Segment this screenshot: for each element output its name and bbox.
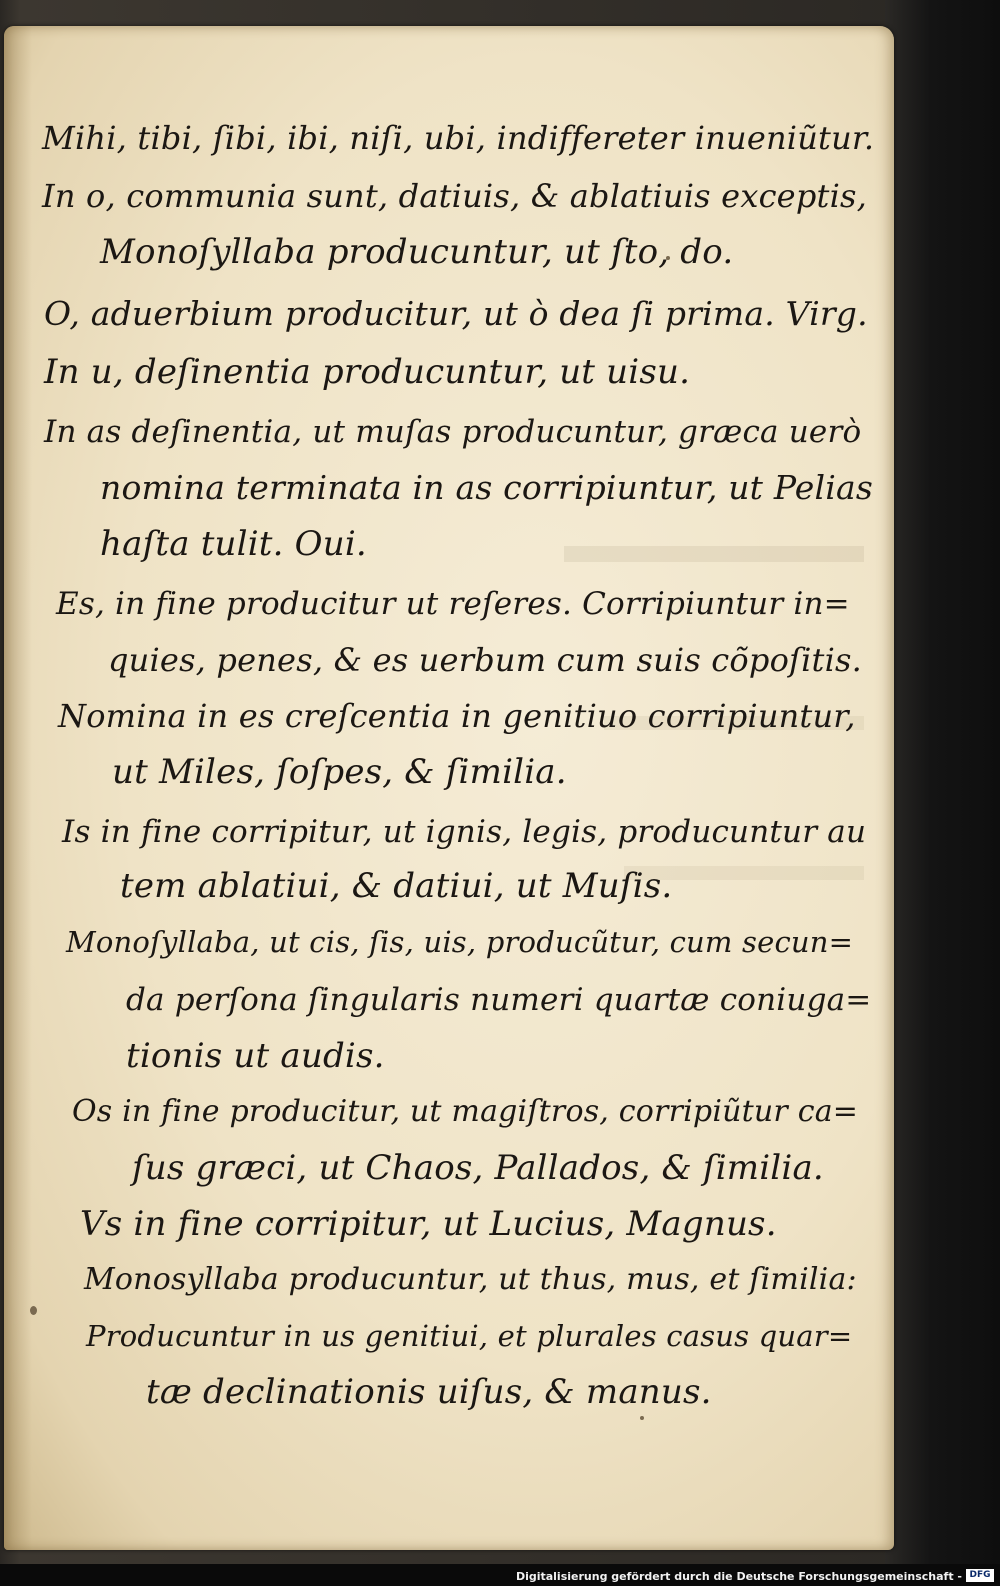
text-line: O, aduerbium producitur, ut ò dea ſi prima. Virg. (44, 294, 868, 333)
text-line: haſta tulit. Oui. (100, 524, 367, 564)
text-line: quies, penes, & es uerbum cum suis cõpoſitis. (108, 641, 863, 679)
funding-credit: Digitalisierung gefördert durch die Deutsche Forschungsgemeinschaft - (515, 1570, 962, 1583)
book-binding-shadow (885, 0, 1000, 1586)
text-line: tæ declinationis uiſus, & manus. (146, 1372, 712, 1412)
dfg-logo: DFG (966, 1569, 994, 1582)
text-line: Is in fine corripitur, ut ignis, legis, producuntur au (62, 814, 867, 850)
text-line: ut Miles, ſoſpes, & ſimilia. (112, 752, 567, 792)
text-line: tionis ut audis. (126, 1036, 385, 1076)
text-line: Es, in fine producitur ut reſeres. Corripiuntur in= (56, 586, 850, 622)
text-line: In as deſinentia, ut muſas producuntur, græca uerò (44, 414, 862, 450)
text-line: In u, deſinentia producuntur, ut uisu. (44, 352, 691, 392)
text-line: da perſona ſingularis numeri quartæ coniuga= (126, 982, 872, 1018)
text-line: tem ablatiui, & datiui, ut Muſis. (120, 866, 673, 906)
text-line: In o, communia sunt, datiuis, & ablatiuis exceptis, (42, 177, 867, 215)
text-line: Vs in fine corripitur, ut Lucius, Magnus. (80, 1204, 777, 1244)
text-line: Os in fine producitur, ut magiſtros, corripiũtur ca= (72, 1094, 859, 1129)
page-text-block (4, 26, 894, 1550)
text-line: nomina terminata in as corripiuntur, ut Pelias (100, 468, 874, 507)
text-line: Monoſyllaba producuntur, ut ſto, do. (100, 232, 734, 272)
digitization-footer (0, 1564, 1000, 1586)
book-page (4, 26, 894, 1550)
text-line: ſus græci, ut Chaos, Pallados, & ſimilia. (132, 1148, 824, 1188)
text-line: Nomina in es creſcentia in genitiuo corripiuntur, (58, 697, 856, 735)
text-line: Producuntur in us genitiui, et plurales casus quar= (86, 1319, 853, 1353)
text-line: Monoſyllaba, ut cis, ſis, uis, producũtur, cum secun= (66, 925, 854, 959)
text-line: Mihi, tibi, ſibi, ibi, niſi, ubi, indiffereter inueniũtur. (42, 119, 875, 157)
text-line: Monosyllaba producuntur, ut thus, mus, et ſimilia: (84, 1262, 857, 1297)
